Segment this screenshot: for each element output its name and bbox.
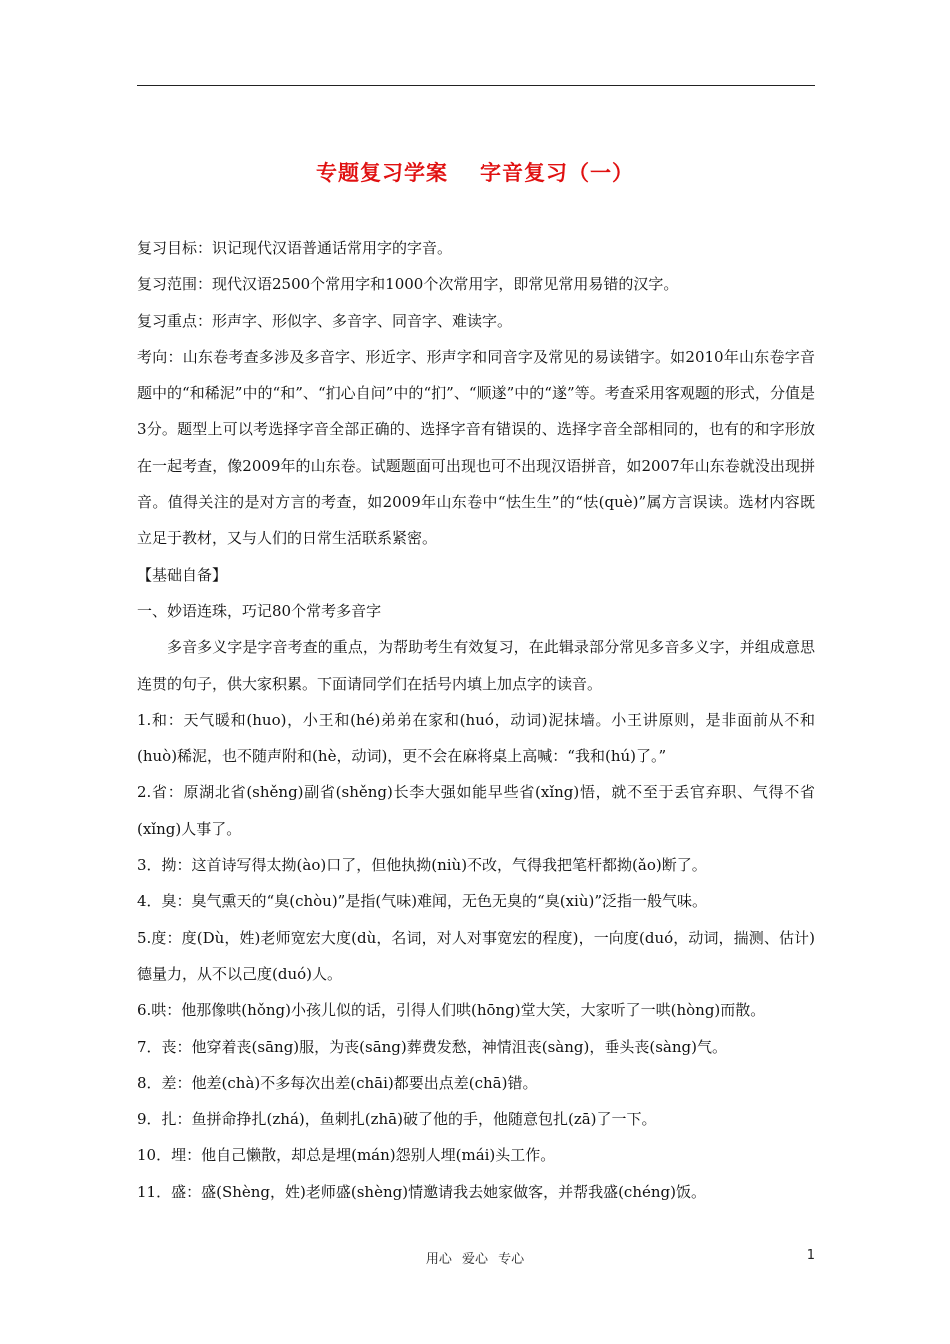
list-item: 5.度：度(Dù，姓)老师宽宏大度(dù，名词，对人对事宽宏的程度)，一向度(duó，动词，揣测、估计)德量力，从不以己度(duó)人。 (137, 928, 815, 983)
exam-trend: 考向：山东卷考查多涉及多音字、形近字、形声字和同音字及常见的易读错字。如2010年山东卷字音题中的“和稀泥”中的“和”、“扪心自问”中的“扪”、“顺遂”中的“遂”等。考查采用客观题的形式，分值是3分。题型上可以考选择字音全部正确的、选择字音有错误的、选择字音全部相同的，也有的和字形放在一起考查，像2009年的山东卷。试题题面可出现也可不出现汉语拼音，如2007年山东卷就没出现拼音。值得关注的是对方言的考查，如2009年山东卷中“怯生生”的“怯(què)”属方言误读。选材内容既立足于教材，又与人们的日常生活联系紧密。 (137, 347, 815, 548)
header-rule (137, 85, 815, 86)
intro-paragraph: 多音多义字是字音考查的重点，为帮助考生有效复习，在此辑录部分常见多音多义字，并组成意思连贯的句子，供大家积累。下面请同学们在括号内填上加点字的读音。 (137, 638, 815, 693)
list-item: 11．盛：盛(Shèng，姓)老师盛(shèng)情邀请我去她家做客，并帮我盛(chéng)饭。 (137, 1182, 706, 1201)
list-item: 3．拗：这首诗写得太拗(ào)口了，但他执拗(niù)不改，气得我把笔杆都拗(ǎo)断了。 (137, 856, 707, 875)
section-heading: 【基础自备】 (137, 565, 228, 584)
page-title (0, 157, 950, 187)
title-part-2: 字音复习（一） (480, 161, 634, 185)
list-item: 9．扎：鱼拼命挣扎(zhá)，鱼刺扎(zhā)破了他的手，他随意包扎(zā)了一下。 (137, 1110, 657, 1129)
list-item: 4．臭：臭气熏天的“臭(chòu)”是指(气味)难闻，无色无臭的“臭(xiù)”泛指一般气味。 (137, 892, 708, 911)
footer-motto: 用心 爱心 专心 (425, 1252, 525, 1267)
list-item: 7．丧：他穿着丧(sāng)服，为丧(sāng)葬费发愁，神情沮丧(sàng)，垂头丧(sàng)气。 (137, 1037, 727, 1056)
review-focus: 复习重点：形声字、形似字、多音字、同音字、难读字。 (137, 311, 513, 330)
review-goal: 复习目标：识记现代汉语普通话常用字的字音。 (137, 239, 453, 257)
title-part-1: 专题复习学案 (316, 161, 448, 185)
review-scope: 复习范围：现代汉语2500个常用字和1000个次常用字，即常见常用易错的汉字。 (137, 275, 679, 294)
document-body (137, 230, 815, 1210)
list-item: 1.和：天气暖和(huo)，小王和(hé)弟弟在家和(huó，动词)泥抹墙。小王讲原则，是非面前从不和(huò)稀泥，也不随声附和(hè，动词)，更不会在麻将桌上高喊：“我和(hú)了。” (137, 710, 815, 766)
page-number: 1 (806, 1248, 815, 1263)
list-item: 6.哄：他那像哄(hǒng)小孩儿似的话，引得人们哄(hōng)堂大笑，大家听了一哄(hòng)而散。 (137, 1001, 766, 1020)
list-item: 2.省：原湖北省(shěng)副省(shěng)长李大强如能早些省(xǐng)悟，就不至于丢官弃职、气得不省(xǐng)人事了。 (137, 783, 815, 838)
list-item: 8．差：他差(chà)不多每次出差(chāi)都要出点差(chā)错。 (137, 1073, 538, 1092)
subsection-heading: 一、妙语连珠，巧记80个常考多音字 (137, 601, 382, 620)
list-item: 10．埋：他自己懒散，却总是埋(mán)怨别人埋(mái)头工作。 (137, 1146, 556, 1165)
